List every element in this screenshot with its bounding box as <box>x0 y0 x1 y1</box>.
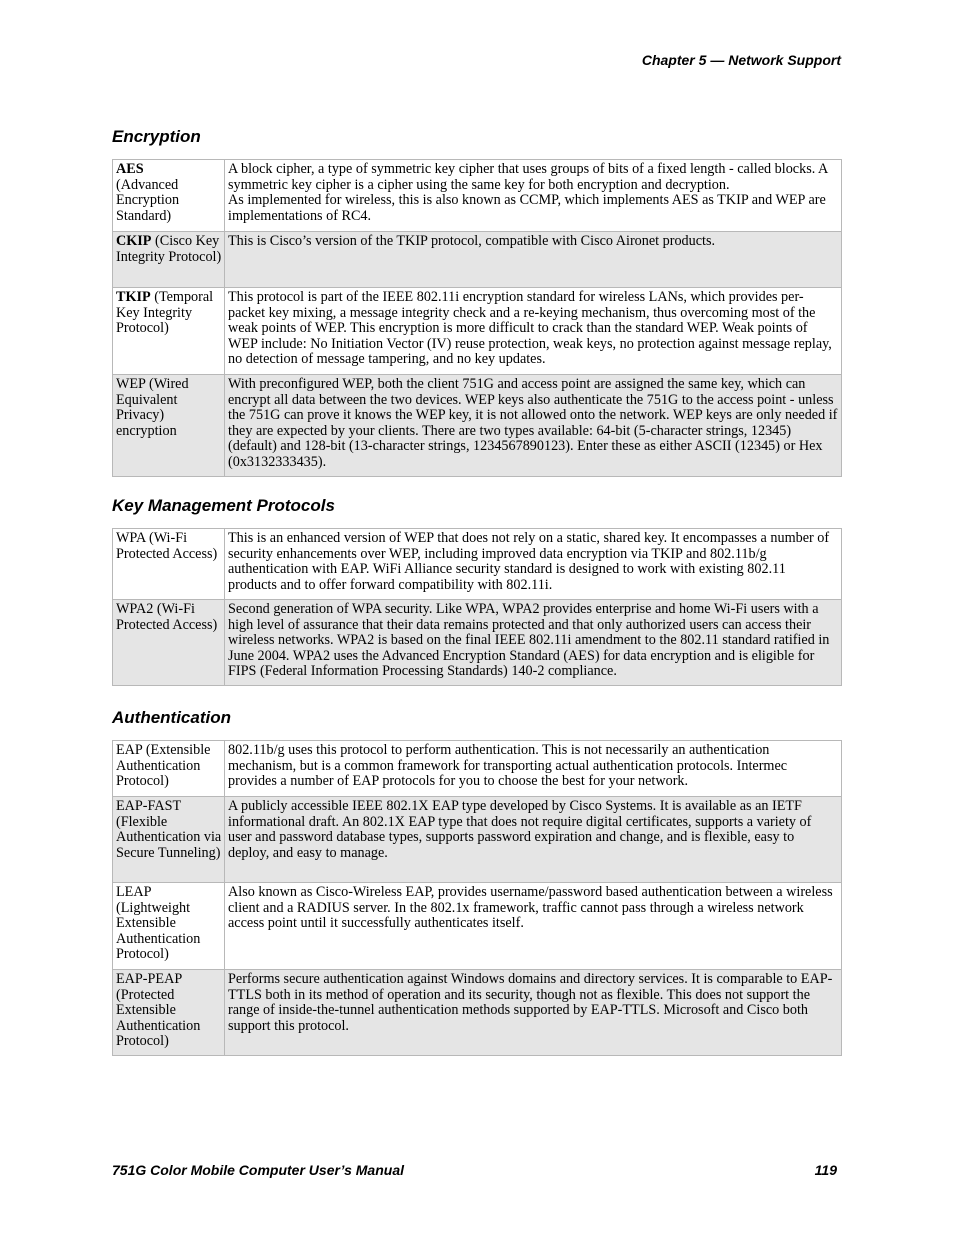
term-label: EAP-FAST (Flexible Authentication via Secure Tunneling) <box>116 798 222 861</box>
definition-cell <box>225 741 842 797</box>
footer-page-number: 119 <box>814 1162 837 1178</box>
section-heading-encryption: Encryption <box>112 127 201 146</box>
term-label: (Temporal Key Integrity Protocol) <box>116 289 214 337</box>
term-label: WPA (Wi-Fi Protected Access) <box>116 530 218 562</box>
term-cell <box>113 600 225 686</box>
definition-text: A publicly accessible IEEE 802.1X EAP type developed by Cisco Systems. It is available as an IETF informational draft. An 802.1X EAP type that does not require digital certificates, supports a variety of user and password database types, supports password expiration and change, and is flexible, easy to deploy, and easy to manage. <box>228 798 812 861</box>
definition-text: With preconfigured WEP, both the client 751G and access point are assigned the same key, which can encrypt all data between the two devices. WEP keys also authenticate the 751G to the access point - unless the 751G can prove it knows the WEP key, it is not allowed onto the network. WEP keys are only needed if they are expected by your clients. There are two types available: 64-bit (5-character strings, 12345) (default) and 128-bit (13-character strings, 1234567890123). Enter these as either ASCII (12345) or Hex (0x3132333435). <box>228 376 838 470</box>
definition-cell <box>225 600 842 686</box>
table-row <box>113 883 842 970</box>
table-row <box>113 741 842 797</box>
term-bold: TKIP <box>116 289 151 305</box>
table-row <box>113 232 842 288</box>
table-row <box>113 529 842 600</box>
term-bold: CKIP <box>116 233 152 249</box>
table-row <box>113 797 842 883</box>
authentication-table <box>112 740 842 1056</box>
term-label: WPA2 (Wi-Fi Protected Access) <box>116 601 218 633</box>
definition-text: Also known as Cisco-Wireless EAP, provides username/password based authentication between a wireless client and a RADIUS server. In the 802.1x framework, traffic cannot pass through a wireless network access point until it successfully authenticates itself. <box>228 884 833 932</box>
definition-text: This is an enhanced version of WEP that does not rely on a static, shared key. It encompasses a number of security enhancements over WEP, including improved data encryption via TKIP and 802.11b/g authentication with EAP. WiFi Alliance security standard is designed to work with existing 802.11 products and to offer forward compatibility with 802.11i. <box>228 530 830 593</box>
chapter-header: Chapter 5 — Network Support <box>641 52 841 68</box>
term-label: WEP (Wired Equivalent Privacy) encryption <box>116 376 189 439</box>
definition-cell <box>225 375 842 477</box>
term-label: EAP-PEAP (Protected Extensible Authentication Protocol) <box>116 971 201 1050</box>
definition-cell <box>225 288 842 375</box>
section-heading-authentication: Authentication <box>112 708 231 727</box>
term-cell <box>113 232 225 288</box>
table-row <box>113 970 842 1056</box>
definition-text: This is Cisco’s version of the TKIP protocol, compatible with Cisco Aironet products. <box>228 233 716 249</box>
term-cell <box>113 797 225 883</box>
term-cell <box>113 375 225 477</box>
term-label: (Advanced Encryption Standard) <box>116 176 180 224</box>
definition-text: As implemented for wireless, this is also known as CCMP, which implements AES as TKIP and WEP are implementations of RC4. <box>228 192 826 224</box>
definition-text: This protocol is part of the IEEE 802.11i encryption standard for wireless LANs, which provides per-packet key mixing, a message integrity check and a re-keying mechanism, thus overcoming most of the weak points of WEP. This encryption is more difficult to crack than the standard WEP. Weak points of WEP include: No Initiation Vector (IV) reuse protection, weak keys, no protection against message replay, no detection of message tampering, and no key updates. <box>228 289 832 368</box>
term-label: EAP (Extensible Authentication Protocol) <box>116 742 211 790</box>
term-cell <box>113 288 225 375</box>
definition-text: 802.11b/g uses this protocol to perform authentication. This is not necessarily an authentication mechanism, but is a common framework for transporting actual authentication protocols. Intermec provides a number of EAP protocols for you to choose the best for your network. <box>228 742 788 790</box>
definition-text: Performs secure authentication against Windows domains and directory services. It is comparable to EAP-TTLS both in its method of operation and its security, though not as flexible. This does not support the range of inside-the-tunnel authentication methods supported by EAP-TTLS. Microsoft and Cisco both support this protocol. <box>228 971 833 1034</box>
term-cell <box>113 529 225 600</box>
table-row <box>113 375 842 477</box>
definition-cell <box>225 529 842 600</box>
definition-cell <box>225 232 842 288</box>
definition-text: Second generation of WPA security. Like WPA, WPA2 provides enterprise and home Wi-Fi users with a high level of assurance that their data remains protected and that only authorized users can access their wireless networks. WPA2 is based on the final IEEE 802.11i amendment to the 802.11 standard ratified in June 2004. WPA2 uses the Advanced Encryption Standard (AES) for data encryption and is eligible for FIPS (Federal Information Processing Standards) 140-2 compliance. <box>228 601 830 680</box>
section-heading-key-management: Key Management Protocols <box>112 496 335 515</box>
footer-manual-title: 751G Color Mobile Computer User’s Manual <box>112 1162 404 1178</box>
term-cell <box>113 970 225 1056</box>
table-row <box>113 600 842 686</box>
encryption-table <box>112 159 842 477</box>
definition-cell <box>225 797 842 883</box>
key-management-table <box>112 528 842 686</box>
definition-cell <box>225 883 842 970</box>
term-cell <box>113 160 225 232</box>
term-cell <box>113 883 225 970</box>
term-cell <box>113 741 225 797</box>
term-label: LEAP (Lightweight Extensible Authentication Protocol) <box>116 884 201 963</box>
definition-text: A block cipher, a type of symmetric key cipher that uses groups of bits of a fixed length - called blocks. A symmetric key cipher is a cipher using the same key for both encryption and decryption. <box>228 161 828 193</box>
term-bold: AES <box>116 161 144 177</box>
term-label: (Cisco Key Integrity Protocol) <box>116 233 222 265</box>
definition-cell <box>225 970 842 1056</box>
table-row <box>113 160 842 232</box>
definition-cell <box>225 160 842 232</box>
table-row <box>113 288 842 375</box>
